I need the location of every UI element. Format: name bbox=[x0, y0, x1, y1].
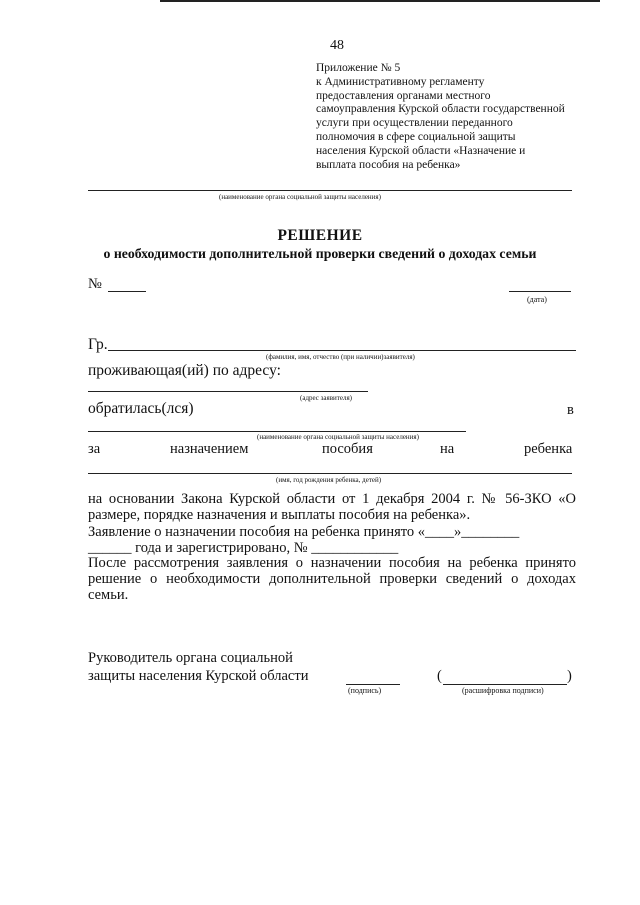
decision-line: семьи. bbox=[88, 587, 129, 603]
for-word: пособия bbox=[322, 441, 373, 457]
page-top-border bbox=[160, 0, 600, 2]
appendix-line: населения Курской области «Назначение и bbox=[316, 144, 526, 157]
position-line-2: защиты населения Курской области bbox=[88, 668, 309, 684]
signature-decode-caption: (расшифровка подписи) bbox=[462, 686, 544, 695]
law-line: на основании Закона Курской области от 1 декабря 2004 г. № 56-ЗКО «О bbox=[88, 491, 576, 507]
signature-decode-field bbox=[443, 684, 567, 685]
child-field bbox=[88, 473, 572, 474]
decode-open-paren: ( bbox=[437, 668, 442, 684]
decision-line: После рассмотрения заявления о назначении пособия на ребенка принято bbox=[88, 555, 576, 571]
child-caption: (имя, год рождения ребенка, детей) bbox=[276, 476, 382, 484]
org-name-caption-2: (наименование органа социальной защиты населения) bbox=[257, 433, 419, 441]
signature-caption: (подпись) bbox=[348, 686, 382, 695]
appendix-header bbox=[316, 62, 586, 172]
residing-label: проживающая(ий) по адресу: bbox=[88, 362, 281, 379]
for-word: за bbox=[88, 441, 101, 457]
date-caption: (дата) bbox=[527, 295, 547, 304]
document-subtitle: о необходимости дополнительной проверки сведений о доходах семьи bbox=[103, 246, 537, 261]
appendix-line: Приложение № 5 bbox=[316, 62, 401, 74]
statement-line: Заявление о назначении пособия на ребенка принято «____»________ bbox=[88, 524, 520, 540]
address-caption: (адрес заявителя) bbox=[300, 394, 352, 402]
citizen-name-field bbox=[108, 350, 576, 351]
appendix-line: услуги при осуществлении переданного bbox=[316, 117, 513, 130]
statement-line: ______ года и зарегистрировано, № ____________ bbox=[88, 540, 399, 556]
page-number: 48 bbox=[330, 38, 344, 53]
statement-paragraph bbox=[88, 524, 576, 556]
decision-paragraph bbox=[88, 555, 576, 603]
for-word: назначением bbox=[170, 441, 249, 457]
citizen-label: Гр. bbox=[88, 336, 108, 353]
org-name-field bbox=[88, 431, 466, 432]
law-paragraph bbox=[88, 491, 576, 523]
appendix-line: самоуправления Курской области государственной bbox=[316, 103, 565, 116]
fio-caption: (фамилия, имя, отчество (при наличии)заявителя) bbox=[266, 353, 415, 361]
position-line-1: Руководитель органа социальной bbox=[88, 650, 293, 666]
for-word: ребенка bbox=[524, 441, 573, 457]
org-name-caption: (наименование органа социальной защиты населения) bbox=[219, 193, 381, 201]
appendix-line: выплата пособия на ребенка» bbox=[316, 158, 461, 171]
number-label: № bbox=[88, 276, 102, 292]
org-name-line bbox=[88, 190, 572, 191]
applied-in-word: в bbox=[567, 402, 574, 418]
applied-label: обратилась(лся) bbox=[88, 400, 194, 417]
signature-field bbox=[346, 684, 400, 685]
decode-close-paren: ) bbox=[567, 668, 572, 684]
law-line: размере, порядке назначения и выплаты пособия на ребенка». bbox=[88, 507, 471, 523]
decision-line: решение о необходимости дополнительной проверки сведений о доходах bbox=[88, 571, 576, 587]
address-field bbox=[88, 391, 368, 392]
date-field bbox=[509, 291, 571, 292]
appendix-line: предоставления органами местного bbox=[316, 89, 491, 102]
for-word: на bbox=[440, 441, 455, 457]
document-title: РЕШЕНИЕ bbox=[277, 227, 363, 244]
appendix-line: полномочия в сфере социальной защиты bbox=[316, 130, 516, 143]
number-field bbox=[108, 291, 146, 292]
appendix-line: к Административному регламенту bbox=[316, 75, 485, 88]
